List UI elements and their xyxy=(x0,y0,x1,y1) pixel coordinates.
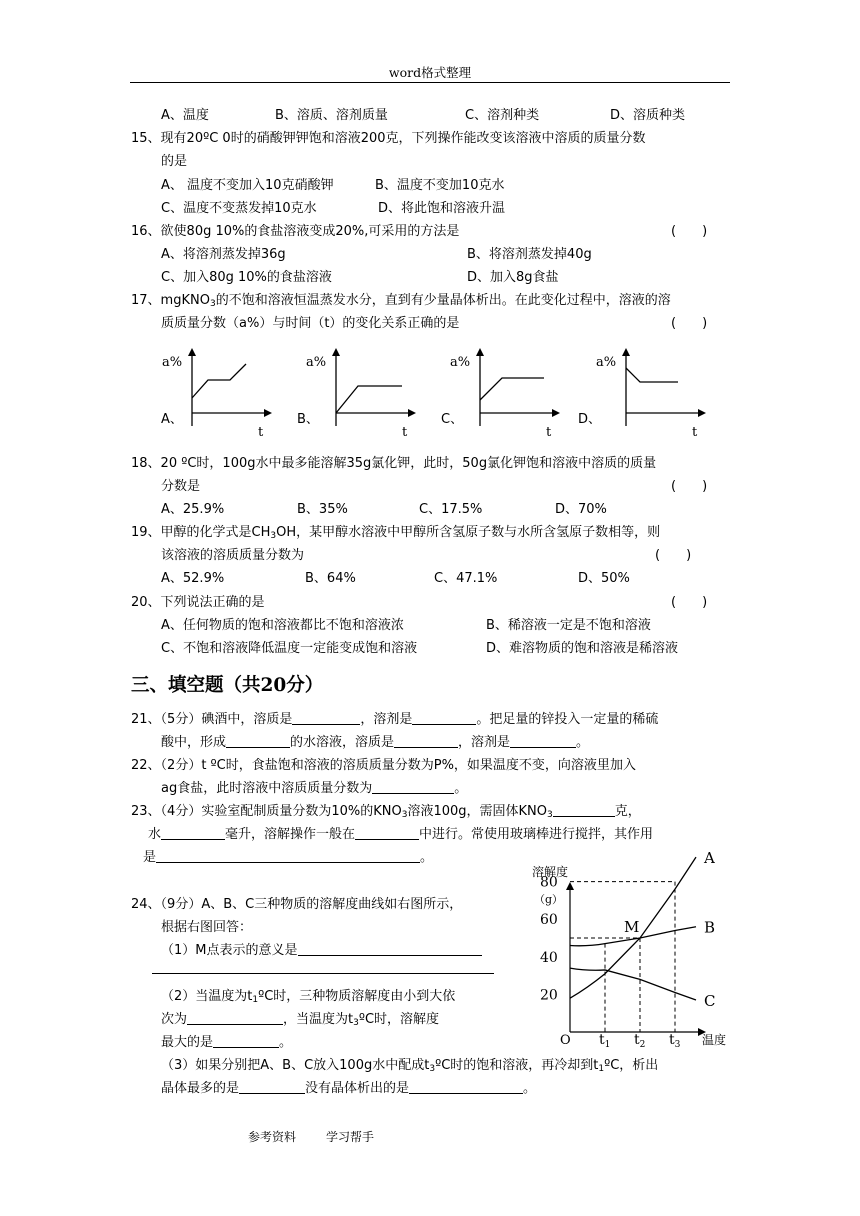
q15-stem-line2: 的是 xyxy=(161,154,188,169)
q24-part1-cont xyxy=(152,960,494,978)
q21-blank-2[interactable] xyxy=(412,711,476,725)
y-tick-label: 40 xyxy=(540,949,558,966)
q17-stem-line2: 质质量分数（a%）与时间（t）的变化关系正确的是 xyxy=(161,316,460,331)
q17-graph-c xyxy=(446,346,566,440)
q17-answer-paren: ( ) xyxy=(671,316,708,331)
q22-line1: 22、（2分）t ºC时，食盐饱和溶液的溶质质量分数为P%，如果温度不变，向溶液里加入 xyxy=(131,758,636,773)
q24-blank-5[interactable] xyxy=(409,1080,523,1094)
q23-blank-3[interactable] xyxy=(355,826,419,840)
solubility-chart xyxy=(520,849,740,1050)
x-tick-label: $t_1$ xyxy=(599,1032,611,1050)
q17-stem-line1: 17、mgKNO$_3$的不饱和溶液恒温蒸发水分，直到有少量晶体析出。在此变化过程中，溶液的溶 xyxy=(131,293,671,309)
q22-blank-1[interactable] xyxy=(372,780,454,794)
q17-graph-c-label: C、 xyxy=(441,412,464,427)
q23-blank-2[interactable] xyxy=(161,826,225,840)
q18-option-d: D、70% xyxy=(555,502,607,517)
q18-option-c: C、17.5% xyxy=(419,502,483,517)
series-label-C: C xyxy=(704,992,716,1011)
q24-part1: （1）M点表示的意义是 xyxy=(161,942,482,960)
q24-part2-line2: 次为 ，当温度为$t_3ºC$时，溶解度 xyxy=(161,1012,440,1028)
q14-option-b: B、溶质、溶剂质量 xyxy=(275,108,388,123)
y-axis-label: 溶解度 xyxy=(532,865,569,879)
q24-part2-line3: 最大的是 。 xyxy=(161,1035,293,1050)
q21-blank-5[interactable] xyxy=(510,734,576,748)
q19-stem-line2: 该溶液的溶质质量分数为 xyxy=(161,548,305,563)
q24-blank-3[interactable] xyxy=(213,1034,279,1048)
page-header: word格式整理 xyxy=(388,65,472,80)
q15-option-a: A、 温度不变加入10克硝酸钾 xyxy=(161,178,334,193)
q17-graph-b xyxy=(302,346,422,440)
q15-stem-line1: 15、现有20ºC 0时的硝酸钾钾饱和溶液200克，下列操作能改变该溶液中溶质的质量分数 xyxy=(131,131,646,146)
q18-answer-paren: ( ) xyxy=(671,479,708,494)
q24-stem-line1: 24、（9分）A、B、C三种物质的溶解度曲线如右图所示， xyxy=(131,897,463,912)
q20-option-b: B、稀溶液一定是不饱和溶液 xyxy=(486,618,651,633)
q23-blank-1[interactable] xyxy=(553,803,615,817)
q20-option-a: A、任何物质的饱和溶液都比不饱和溶液浓 xyxy=(161,618,404,633)
q14-option-d: D、溶质种类 xyxy=(610,108,686,123)
origin-label: O xyxy=(560,1033,571,1048)
q20-option-d: D、难溶物质的饱和溶液是稀溶液 xyxy=(486,641,679,656)
q16-option-d: D、加入8g食盐 xyxy=(467,270,559,285)
x-axis-label: 温度 xyxy=(702,1033,727,1047)
q16-option-c: C、加入80g 10%的食盐溶液 xyxy=(161,270,332,285)
q18-option-b: B、35% xyxy=(297,502,348,517)
q22-line2: ag食盐，此时溶液中溶质质量分数为 。 xyxy=(161,781,468,796)
series-label-B: B xyxy=(704,918,716,937)
q19-option-b: B、64% xyxy=(305,571,356,586)
q19-option-a: A、52.9% xyxy=(161,571,225,586)
q23-line3: 是 。 xyxy=(143,850,434,865)
q15-option-d: D、将此饱和溶液升温 xyxy=(378,201,506,216)
y-tick-label: 60 xyxy=(540,912,558,929)
y-axis-arrow xyxy=(566,882,574,890)
q19-option-c: C、47.1% xyxy=(434,571,498,586)
q15-option-b: B、温度不变加10克水 xyxy=(375,178,505,193)
series-label-A: A xyxy=(704,849,715,868)
q17-graph-c-ylabel: a% xyxy=(450,355,471,370)
q17-graph-b-label: B、 xyxy=(297,412,319,427)
q20-answer-paren: ( ) xyxy=(671,595,708,610)
q21-line2: 酸中，形成 的水溶液，溶质是 ，溶剂是 。 xyxy=(161,735,590,750)
q16-answer-paren: ( ) xyxy=(671,224,708,239)
q18-stem-line1: 18、20 ºC时，100g水中最多能溶解35g氯化钾，此时，50g氯化钾饱和溶液中溶质的质量 xyxy=(131,456,657,471)
q17-graph-d-xlabel: t xyxy=(692,425,698,440)
q17-graph-d xyxy=(592,346,712,440)
section-3-title: 三、填空题（共20分） xyxy=(131,675,324,696)
q17-graph-a-ylabel: a% xyxy=(162,355,183,370)
q16-option-b: B、将溶剂蒸发掉40g xyxy=(467,247,592,262)
q24-blank-4[interactable] xyxy=(239,1080,305,1094)
q24-stem-line2: 根据右图回答： xyxy=(161,920,253,935)
series-curve-C xyxy=(570,968,696,1000)
q19-answer-paren: ( ) xyxy=(655,548,692,563)
q16-option-a: A、将溶剂蒸发掉36g xyxy=(161,247,286,262)
q24-part3-line1: （3）如果分别把A、B、C放入100g水中配成$t_3ºC$时的饱和溶液，再冷却到$t_1ºC$，析出 xyxy=(161,1058,659,1074)
q24-blank-1-cont[interactable] xyxy=(152,960,494,974)
q17-graph-b-xlabel: t xyxy=(402,425,408,440)
q23-line2: 水 毫升，溶解操作一般在 中进行。常使用玻璃棒进行搅拌，其作用 xyxy=(148,827,654,842)
q18-stem-line2: 分数是 xyxy=(161,479,201,494)
q23-line1: 23、（4分）实验室配制质量分数为10%的$KNO_3$溶液100g，需固体$KNO_3$ 克， xyxy=(131,804,641,820)
x-tick-label: $t_2$ xyxy=(634,1032,646,1050)
q17-graph-a xyxy=(158,346,278,440)
q17-graph-a-label: A、 xyxy=(161,412,183,427)
q24-part3-line2: 晶体最多的是 没有晶体析出的是 。 xyxy=(161,1081,537,1096)
q19-option-d: D、50% xyxy=(578,571,630,586)
q21-blank-1[interactable] xyxy=(292,711,360,725)
q17-graph-a-xlabel: t xyxy=(258,425,264,440)
point-m-label: M xyxy=(624,918,640,936)
q20-option-c: C、不饱和溶液降低温度一定能变成饱和溶液 xyxy=(161,641,418,656)
q21-blank-3[interactable] xyxy=(226,734,290,748)
q15-option-c: C、温度不变蒸发掉10克水 xyxy=(161,201,317,216)
footer-left: 参考资料 xyxy=(248,1130,297,1144)
q23-blank-4[interactable] xyxy=(156,849,420,863)
q18-option-a: A、25.9% xyxy=(161,502,225,517)
x-tick-label: $t_3$ xyxy=(669,1032,681,1050)
q20-stem: 20、下列说法正确的是 xyxy=(131,595,265,610)
q24-blank-2[interactable] xyxy=(187,1011,283,1025)
q24-blank-1[interactable] xyxy=(298,942,482,956)
q17-graph-d-label: D、 xyxy=(578,412,602,427)
q14-option-a: A、温度 xyxy=(161,108,209,123)
y-axis-unit: （g） xyxy=(534,893,564,906)
y-tick-label: 20 xyxy=(540,987,558,1004)
y-tick-label: 80 xyxy=(540,874,558,891)
footer-right: 学习帮手 xyxy=(326,1130,375,1144)
header-rule xyxy=(130,82,730,83)
q24-part2-line1: （2）当温度为$t_1ºC$时，三种物质溶解度由小到大依 xyxy=(161,989,456,1005)
q17-graph-d-ylabel: a% xyxy=(596,355,617,370)
q17-graph-b-ylabel: a% xyxy=(306,355,327,370)
q19-stem-line1: 19、甲醇的化学式是$CH_3OH$，某甲醇水溶液中甲醇所含氢原子数与水所含氢原子数相等，则 xyxy=(131,525,661,541)
q21-blank-4[interactable] xyxy=(394,734,458,748)
q14-option-c: C、溶剂种类 xyxy=(465,108,540,123)
q17-graph-c-xlabel: t xyxy=(546,425,552,440)
q16-stem: 16、欲使80g 10%的食盐溶液变成20%,可采用的方法是 xyxy=(131,224,460,239)
q21-line1: 21、（5分）碘酒中，溶质是 ，溶剂是 。把足量的锌投入一定量的稀硫 xyxy=(131,712,659,727)
